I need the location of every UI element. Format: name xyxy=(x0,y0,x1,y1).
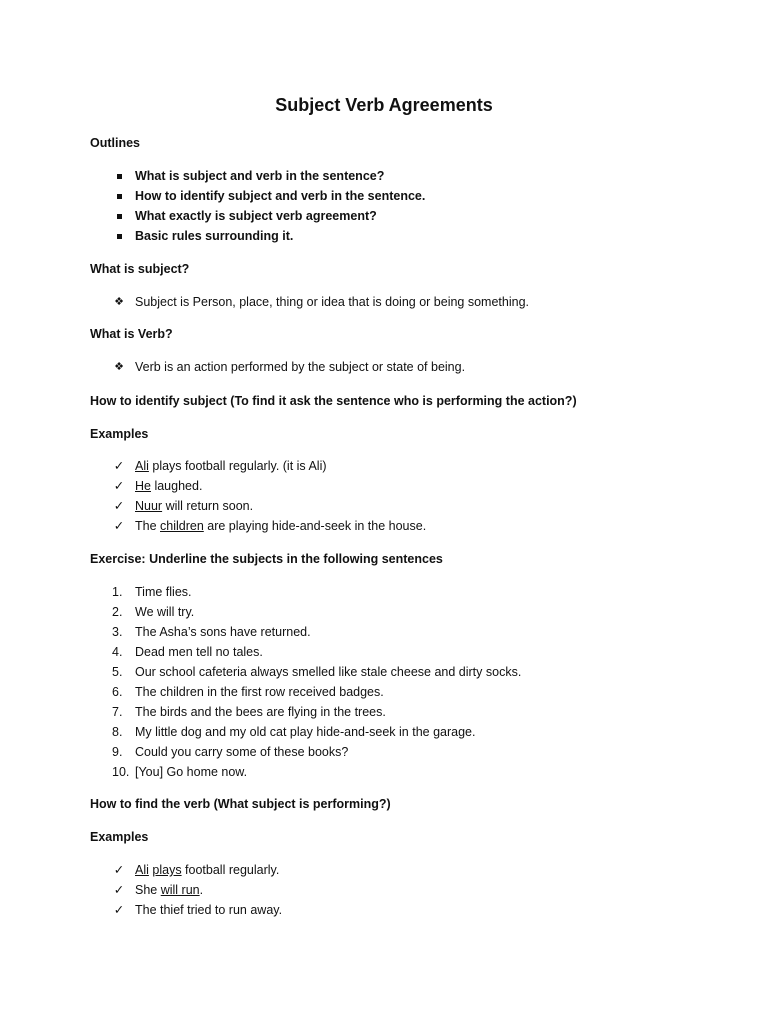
checkmark-icon: ✓ xyxy=(113,903,125,917)
examples-heading: Examples xyxy=(90,427,149,441)
list-item: What exactly is subject verb agreement? xyxy=(90,206,425,226)
subject-definition xyxy=(90,292,529,312)
list-item: ✓ She will run. xyxy=(90,880,282,900)
square-bullet-icon xyxy=(112,206,126,226)
checkmark-icon: ✓ xyxy=(113,499,125,513)
list-item: How to identify subject and verb in the sentence. xyxy=(90,186,425,206)
exercise-heading: Exercise: Underline the subjects in the following sentences xyxy=(90,552,443,566)
list-item: ✓ The thief tried to run away. xyxy=(90,900,282,920)
checkmark-icon: ✓ xyxy=(113,519,125,533)
diamond-bullet-icon: ❖ xyxy=(114,296,124,308)
checkmark-icon: ✓ xyxy=(113,459,125,473)
list-item: 7. The birds and the bees are flying in the trees. xyxy=(112,705,386,719)
list-item: 4. Dead men tell no tales. xyxy=(112,645,263,659)
outlines-heading: Outlines xyxy=(90,136,141,150)
list-item: What is subject and verb in the sentence? xyxy=(90,166,425,186)
find-verb-heading: How to find the verb (What subject is performing?) xyxy=(90,797,391,811)
checkmark-icon: ✓ xyxy=(113,883,125,897)
list-item: ❖ Verb is an action performed by the subject or state of being. xyxy=(90,357,465,377)
verb-examples-list xyxy=(90,860,282,920)
checkmark-icon: ✓ xyxy=(113,863,125,877)
list-item: 10. [You] Go home now. xyxy=(112,765,248,779)
square-bullet-icon xyxy=(112,226,126,246)
subject-heading: What is subject? xyxy=(90,262,190,276)
list-item: 3. The Asha’s sons have returned. xyxy=(112,625,311,639)
list-item: 2. We will try. xyxy=(112,605,195,619)
list-item: ✓ Ali plays football regularly. (it is Ali) xyxy=(90,456,426,476)
page-title: Subject Verb Agreements xyxy=(275,95,493,115)
verb-examples-heading: Examples xyxy=(90,830,149,844)
diamond-bullet-icon: ❖ xyxy=(114,361,124,373)
square-bullet-icon xyxy=(112,166,126,186)
outlines-list xyxy=(90,166,425,246)
list-item: ✓ Ali plays football regularly. xyxy=(90,860,282,880)
exercise-list xyxy=(90,582,521,782)
list-item: ✓ Nuur will return soon. xyxy=(90,496,426,516)
list-item: 9. Could you carry some of these books? xyxy=(112,745,349,759)
subject-examples-list xyxy=(90,456,426,536)
list-item: 6. The children in the first row received badges. xyxy=(112,685,384,699)
list-item: Basic rules surrounding it. xyxy=(90,226,425,246)
square-bullet-icon xyxy=(112,186,126,206)
list-item: ✓ The children are playing hide-and-seek in the house. xyxy=(90,516,426,536)
verb-definition xyxy=(90,357,465,377)
list-item: 5. Our school cafeteria always smelled like stale cheese and dirty socks. xyxy=(112,665,522,679)
identify-subject-heading: How to identify subject (To find it ask the sentence who is performing the action?) xyxy=(90,394,577,408)
list-item: 8. My little dog and my old cat play hide-and-seek in the garage. xyxy=(112,725,476,739)
list-item: ❖ Subject is Person, place, thing or idea that is doing or being something. xyxy=(90,292,529,312)
list-item: 1. Time flies. xyxy=(112,585,192,599)
checkmark-icon: ✓ xyxy=(113,479,125,493)
verb-heading: What is Verb? xyxy=(90,327,173,341)
list-item: ✓ He laughed. xyxy=(90,476,426,496)
